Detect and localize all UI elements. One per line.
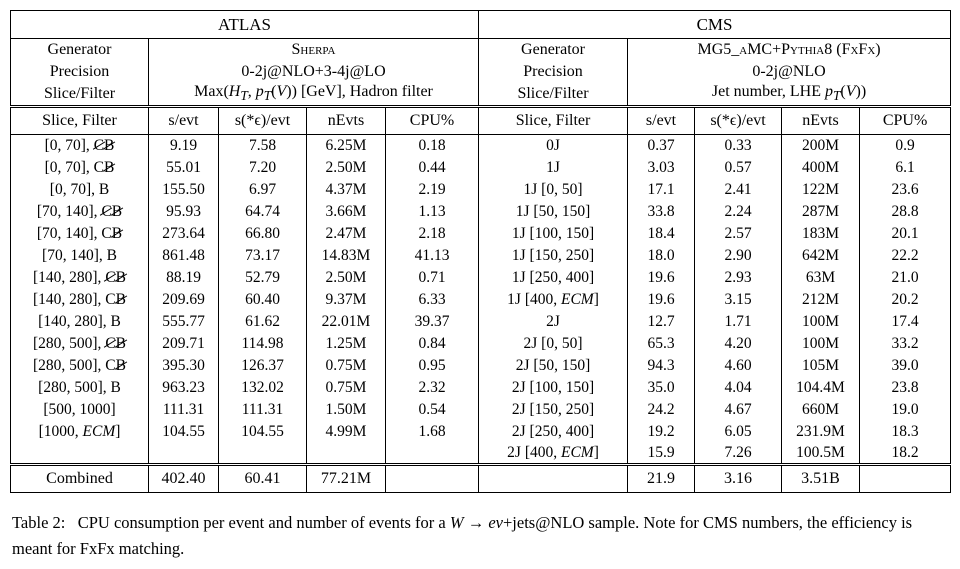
value-cell: 12.7 (628, 311, 695, 333)
slice-filter-cell: [70, 140], CB (11, 223, 149, 245)
value-cell: 6.33 (386, 289, 479, 311)
value-cell: 7.20 (219, 157, 307, 179)
table-row (11, 245, 951, 267)
col-header-nevts-cms: nEvts (782, 107, 860, 135)
value-cell: 111.31 (149, 399, 219, 421)
value-cell: 2.57 (695, 223, 782, 245)
value-cell: 3.66M (307, 201, 386, 223)
value-cell: 2.90 (695, 245, 782, 267)
value-cell: 6.05 (695, 421, 782, 443)
combined-seps-atlas: 60.41 (219, 465, 307, 493)
value-cell: 963.23 (149, 377, 219, 399)
value-cell: 60.40 (219, 289, 307, 311)
col-header-slice-cms: Slice, Filter (479, 107, 628, 135)
value-cell: 7.26 (695, 443, 782, 465)
value-cell: 209.69 (149, 289, 219, 311)
value-cell: 0.37 (628, 135, 695, 157)
value-cell: 15.9 (628, 443, 695, 465)
value-cell: 100M (782, 311, 860, 333)
slice-filter-cell: [0, 70], CB (11, 135, 149, 157)
col-header-seps-atlas: s(*ϵ)/evt (219, 107, 307, 135)
value-cell: 63M (782, 267, 860, 289)
value-cell: 155.50 (149, 179, 219, 201)
table-row (11, 333, 951, 355)
slice-filter-cell: 1J [100, 150] (479, 223, 628, 245)
value-cell: 0.75M (307, 377, 386, 399)
value-cell: 0.9 (860, 135, 951, 157)
value-cell: 18.0 (628, 245, 695, 267)
value-cell: 1.13 (386, 201, 479, 223)
value-cell: 132.02 (219, 377, 307, 399)
slice-filter-cell: [500, 1000] (11, 399, 149, 421)
slice-filter-label-atlas: Slice/Filter (11, 83, 149, 107)
slice-filter-cell: 2J [400, ECM] (479, 443, 628, 465)
slice-filter-cell: 1J [150, 250] (479, 245, 628, 267)
value-cell: 1.68 (386, 421, 479, 443)
value-cell: 0.84 (386, 333, 479, 355)
slice-filter-cell: [1000, ECM] (11, 421, 149, 443)
value-cell: 126.37 (219, 355, 307, 377)
table-caption: Table 2: CPU consumption per event and number of events for a W → eν+jets@NLO sample. Note for CMS numbers, the efficiency is meant for FxFx matching. (12, 513, 913, 558)
value-cell: 0.95 (386, 355, 479, 377)
slice-filter-cell: [280, 500], B (11, 377, 149, 399)
value-cell: 14.83M (307, 245, 386, 267)
value-cell: 19.6 (628, 289, 695, 311)
value-cell: 105M (782, 355, 860, 377)
value-cell: 33.2 (860, 333, 951, 355)
combined-sevt-atlas: 402.40 (149, 465, 219, 493)
col-header-nevts-atlas: nEvts (307, 107, 386, 135)
slice-filter-cell: [70, 140], B (11, 245, 149, 267)
col-header-sevt-atlas: s/evt (149, 107, 219, 135)
combined-sevt-cms: 21.9 (628, 465, 695, 493)
table-row (11, 223, 951, 245)
experiment-title-row (11, 11, 951, 39)
value-cell: 2.41 (695, 179, 782, 201)
value-cell: 33.8 (628, 201, 695, 223)
value-cell: 2.24 (695, 201, 782, 223)
generator-value-cms: MG5_aMC+Pythia8 (FxFx) (628, 39, 951, 62)
value-cell: 55.01 (149, 157, 219, 179)
slice-filter-cell: [0, 70], B (11, 179, 149, 201)
value-cell: 1.71 (695, 311, 782, 333)
value-cell: 23.6 (860, 179, 951, 201)
slice-filter-cell: [0, 70], CB (11, 157, 149, 179)
value-cell: 6.1 (860, 157, 951, 179)
value-cell: 35.0 (628, 377, 695, 399)
value-cell: 642M (782, 245, 860, 267)
value-cell: 0.44 (386, 157, 479, 179)
value-cell: 52.79 (219, 267, 307, 289)
table-row (11, 311, 951, 333)
value-cell: 9.37M (307, 289, 386, 311)
precision-value-cms: 0-2j@NLO (628, 61, 951, 83)
value-cell: 88.19 (149, 267, 219, 289)
value-cell (149, 443, 219, 465)
value-cell: 122M (782, 179, 860, 201)
combined-cpu-cms (860, 465, 951, 493)
value-cell: 6.25M (307, 135, 386, 157)
combined-seps-cms: 3.16 (695, 465, 782, 493)
cms-title: CMS (479, 11, 951, 39)
precision-label-cms: Precision (479, 61, 628, 83)
value-cell: 212M (782, 289, 860, 311)
combined-label-atlas: Combined (11, 465, 149, 493)
value-cell: 6.97 (219, 179, 307, 201)
value-cell: 0.33 (695, 135, 782, 157)
value-cell: 200M (782, 135, 860, 157)
value-cell (386, 443, 479, 465)
col-header-cpu-atlas: CPU% (386, 107, 479, 135)
slice-filter-cell: 1J [50, 150] (479, 201, 628, 223)
slice-filter-cell: 1J [400, ECM] (479, 289, 628, 311)
slice-filter-cell (11, 443, 149, 465)
value-cell: 114.98 (219, 333, 307, 355)
value-cell: 861.48 (149, 245, 219, 267)
value-cell: 18.3 (860, 421, 951, 443)
value-cell: 287M (782, 201, 860, 223)
value-cell: 17.4 (860, 311, 951, 333)
value-cell: 22.01M (307, 311, 386, 333)
table-footer (11, 465, 951, 493)
generator-row (11, 39, 951, 62)
value-cell: 4.99M (307, 421, 386, 443)
combined-nevts-cms: 3.51B (782, 465, 860, 493)
table-row (11, 289, 951, 311)
table-row (11, 377, 951, 399)
value-cell: 0.71 (386, 267, 479, 289)
table-row (11, 179, 951, 201)
value-cell: 100.5M (782, 443, 860, 465)
generator-value-atlas: Sherpa (149, 39, 479, 62)
value-cell: 2.50M (307, 157, 386, 179)
value-cell: 39.0 (860, 355, 951, 377)
value-cell: 41.13 (386, 245, 479, 267)
value-cell: 3.03 (628, 157, 695, 179)
value-cell: 4.20 (695, 333, 782, 355)
value-cell: 0.54 (386, 399, 479, 421)
slice-filter-cell: 1J (479, 157, 628, 179)
value-cell (307, 443, 386, 465)
slice-filter-cell: [280, 500], CB (11, 355, 149, 377)
combined-label-cms (479, 465, 628, 493)
table-row (11, 443, 951, 465)
value-cell: 555.77 (149, 311, 219, 333)
value-cell: 183M (782, 223, 860, 245)
value-cell: 19.0 (860, 399, 951, 421)
atlas-title: ATLAS (11, 11, 479, 39)
value-cell: 18.4 (628, 223, 695, 245)
table-row (11, 355, 951, 377)
generator-label-cms: Generator (479, 39, 628, 62)
value-cell: 400M (782, 157, 860, 179)
combined-cpu-atlas (386, 465, 479, 493)
precision-value-atlas: 0-2j@NLO+3-4j@LO (149, 61, 479, 83)
value-cell: 4.04 (695, 377, 782, 399)
value-cell: 64.74 (219, 201, 307, 223)
value-cell: 21.0 (860, 267, 951, 289)
slice-filter-cell: 2J [50, 150] (479, 355, 628, 377)
value-cell: 2.93 (695, 267, 782, 289)
slice-filter-row (11, 83, 951, 107)
slice-filter-value-cms: Jet number, LHE $p_T(V)$) (628, 83, 951, 107)
value-cell: 273.64 (149, 223, 219, 245)
precision-row (11, 61, 951, 83)
value-cell: 9.19 (149, 135, 219, 157)
value-cell: 17.1 (628, 179, 695, 201)
value-cell: 0.75M (307, 355, 386, 377)
value-cell: 4.67 (695, 399, 782, 421)
cpu-consumption-table (10, 10, 951, 493)
value-cell: 28.8 (860, 201, 951, 223)
value-cell: 18.2 (860, 443, 951, 465)
value-cell: 660M (782, 399, 860, 421)
value-cell (219, 443, 307, 465)
value-cell: 39.37 (386, 311, 479, 333)
value-cell: 111.31 (219, 399, 307, 421)
table-header (11, 11, 951, 135)
value-cell: 395.30 (149, 355, 219, 377)
value-cell: 61.62 (219, 311, 307, 333)
value-cell: 73.17 (219, 245, 307, 267)
table-body (11, 135, 951, 465)
slice-filter-cell: 2J [100, 150] (479, 377, 628, 399)
col-header-slice-atlas: Slice, Filter (11, 107, 149, 135)
value-cell: 231.9M (782, 421, 860, 443)
value-cell: 104.4M (782, 377, 860, 399)
value-cell: 66.80 (219, 223, 307, 245)
value-cell: 20.2 (860, 289, 951, 311)
value-cell: 19.6 (628, 267, 695, 289)
value-cell: 3.15 (695, 289, 782, 311)
value-cell: 20.1 (860, 223, 951, 245)
slice-filter-label-cms: Slice/Filter (479, 83, 628, 107)
slice-filter-cell: [70, 140], CB (11, 201, 149, 223)
value-cell: 7.58 (219, 135, 307, 157)
value-cell: 2.18 (386, 223, 479, 245)
slice-filter-cell: 2J [150, 250] (479, 399, 628, 421)
slice-filter-cell: 2J [0, 50] (479, 333, 628, 355)
value-cell: 19.2 (628, 421, 695, 443)
combined-row (11, 465, 951, 493)
value-cell: 65.3 (628, 333, 695, 355)
value-cell: 22.2 (860, 245, 951, 267)
combined-nevts-atlas: 77.21M (307, 465, 386, 493)
value-cell: 2.50M (307, 267, 386, 289)
col-header-seps-cms: s(*ϵ)/evt (695, 107, 782, 135)
generator-label-atlas: Generator (11, 39, 149, 62)
table-row (11, 267, 951, 289)
column-header-row (11, 107, 951, 135)
table-row (11, 135, 951, 157)
precision-label-atlas: Precision (11, 61, 149, 83)
table-row (11, 399, 951, 421)
value-cell: 23.8 (860, 377, 951, 399)
value-cell: 104.55 (219, 421, 307, 443)
slice-filter-cell: 2J [250, 400] (479, 421, 628, 443)
table-row (11, 201, 951, 223)
value-cell: 2.47M (307, 223, 386, 245)
slice-filter-cell: 0J (479, 135, 628, 157)
value-cell: 100M (782, 333, 860, 355)
slice-filter-cell: 1J [0, 50] (479, 179, 628, 201)
value-cell: 2.32 (386, 377, 479, 399)
slice-filter-cell: [280, 500], CB (11, 333, 149, 355)
slice-filter-cell: [140, 280], B (11, 311, 149, 333)
col-header-sevt-cms: s/evt (628, 107, 695, 135)
slice-filter-cell: 2J (479, 311, 628, 333)
value-cell: 104.55 (149, 421, 219, 443)
value-cell: 95.93 (149, 201, 219, 223)
value-cell: 1.50M (307, 399, 386, 421)
value-cell: 2.19 (386, 179, 479, 201)
col-header-cpu-cms: CPU% (860, 107, 951, 135)
value-cell: 0.57 (695, 157, 782, 179)
value-cell: 1.25M (307, 333, 386, 355)
slice-filter-cell: [140, 280], CB (11, 267, 149, 289)
value-cell: 209.71 (149, 333, 219, 355)
slice-filter-cell: 1J [250, 400] (479, 267, 628, 289)
value-cell: 24.2 (628, 399, 695, 421)
table-row (11, 157, 951, 179)
value-cell: 94.3 (628, 355, 695, 377)
value-cell: 4.37M (307, 179, 386, 201)
table-row (11, 421, 951, 443)
slice-filter-cell: [140, 280], CB (11, 289, 149, 311)
value-cell: 0.18 (386, 135, 479, 157)
value-cell: 4.60 (695, 355, 782, 377)
slice-filter-value-atlas: $Max(H_T$, $p_T(V)$) [GeV], Hadron filter (149, 83, 479, 107)
